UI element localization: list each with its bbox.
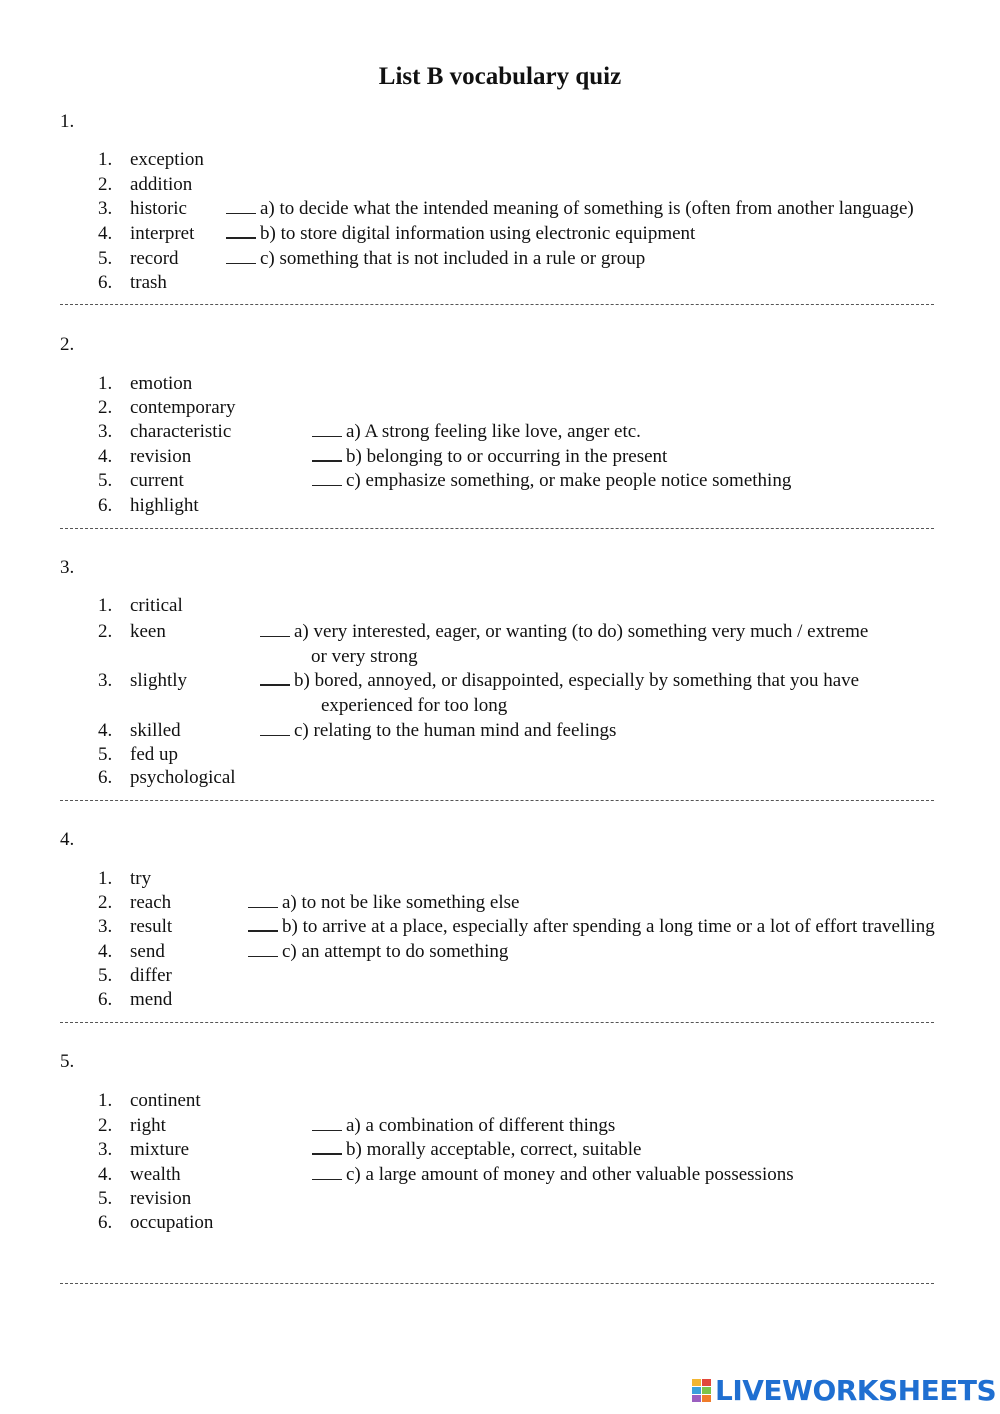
item-number: 3. (98, 670, 113, 691)
item-number: 1. (98, 373, 113, 394)
word-item: record (130, 248, 179, 269)
answer-blank[interactable] (260, 734, 290, 736)
word-item: skilled (130, 720, 181, 741)
item-number: 1. (98, 1090, 113, 1111)
item-number: 3. (98, 198, 113, 219)
answer-blank[interactable] (248, 906, 278, 908)
word-item: addition (130, 174, 193, 195)
liveworksheets-logo-icon (692, 1379, 712, 1403)
answer-blank[interactable] (226, 236, 256, 239)
item-number: 1. (98, 149, 113, 170)
word-item: keen (130, 621, 166, 642)
definition-b: b) bored, annoyed, or disappointed, especially by something that you have (260, 671, 859, 690)
item-number: 1. (98, 595, 113, 616)
word-item: right (130, 1115, 166, 1136)
section-divider (60, 1022, 934, 1023)
definition-b-continued: experienced for too long (321, 695, 508, 716)
question-number: 2. (60, 334, 75, 355)
item-number: 4. (98, 941, 113, 962)
definition-a: a) a combination of different things (312, 1116, 615, 1135)
item-number: 2. (98, 397, 113, 418)
word-item: emotion (130, 373, 193, 394)
word-item: fed up (130, 744, 179, 765)
item-number: 6. (98, 767, 113, 788)
item-number: 6. (98, 989, 113, 1010)
liveworksheets-wordmark: LIVEWORKSHEETS (715, 1374, 997, 1407)
definition-c: c) something that is not included in a rule or group (226, 249, 645, 268)
definition-a: a) very interested, eager, or wanting (to do) something very much / extreme (260, 622, 868, 641)
item-number: 3. (98, 1139, 113, 1160)
word-item: revision (130, 1188, 192, 1209)
word-item: exception (130, 149, 204, 170)
item-number: 2. (98, 621, 113, 642)
item-number: 2. (98, 174, 113, 195)
section-divider (60, 1283, 934, 1284)
item-number: 5. (98, 470, 113, 491)
item-number: 4. (98, 223, 113, 244)
definition-b: b) morally acceptable, correct, suitable (312, 1140, 641, 1159)
answer-blank[interactable] (312, 484, 342, 486)
word-item: psychological (130, 767, 236, 788)
answer-blank[interactable] (248, 929, 278, 932)
answer-blank[interactable] (312, 1152, 342, 1155)
answer-blank[interactable] (312, 459, 342, 462)
definition-b: b) belonging to or occurring in the present (312, 447, 667, 466)
word-item: characteristic (130, 421, 232, 442)
item-number: 5. (98, 744, 113, 765)
word-item: current (130, 470, 184, 491)
word-item: historic (130, 198, 187, 219)
word-item: critical (130, 595, 183, 616)
item-number: 2. (98, 892, 113, 913)
word-item: mixture (130, 1139, 190, 1160)
item-number: 4. (98, 720, 113, 741)
word-item: trash (130, 272, 167, 293)
word-item: revision (130, 446, 192, 467)
item-number: 5. (98, 965, 113, 986)
word-item: differ (130, 965, 172, 986)
item-number: 5. (98, 1188, 113, 1209)
definition-a: a) A strong feeling like love, anger etc. (312, 422, 641, 441)
word-item: result (130, 916, 173, 937)
item-number: 5. (98, 248, 113, 269)
question-number: 5. (60, 1051, 75, 1072)
answer-blank[interactable] (312, 435, 342, 437)
definition-c: c) a large amount of money and other valuable possessions (312, 1165, 794, 1184)
definition-a: a) to not be like something else (248, 893, 519, 912)
page-title: List B vocabulary quiz (378, 63, 622, 90)
question-number: 3. (60, 557, 75, 578)
definition-c: c) an attempt to do something (248, 942, 508, 961)
answer-blank[interactable] (260, 635, 290, 637)
word-item: mend (130, 989, 173, 1010)
word-item: continent (130, 1090, 201, 1111)
word-item: highlight (130, 495, 199, 516)
item-number: 6. (98, 272, 113, 293)
answer-blank[interactable] (312, 1178, 342, 1180)
word-item: interpret (130, 223, 195, 244)
section-divider (60, 528, 934, 529)
word-item: reach (130, 892, 172, 913)
word-item: try (130, 868, 152, 889)
item-number: 6. (98, 1212, 113, 1233)
definition-c: c) emphasize something, or make people notice something (312, 471, 791, 490)
definition-b: b) to arrive at a place, especially after spending a long time or a lot of effort travelling (248, 917, 935, 936)
answer-blank[interactable] (248, 955, 278, 957)
definition-b: b) to store digital information using electronic equipment (226, 224, 695, 243)
answer-blank[interactable] (260, 683, 290, 686)
word-item: send (130, 941, 165, 962)
answer-blank[interactable] (226, 262, 256, 264)
definition-a-continued: or very strong (311, 646, 418, 667)
item-number: 6. (98, 495, 113, 516)
section-divider (60, 800, 934, 801)
item-number: 4. (98, 446, 113, 467)
word-item: slightly (130, 670, 188, 691)
section-divider (60, 304, 934, 305)
definition-a: a) to decide what the intended meaning of something is (often from another language) (226, 199, 914, 218)
word-item: wealth (130, 1164, 181, 1185)
item-number: 3. (98, 421, 113, 442)
item-number: 3. (98, 916, 113, 937)
word-item: contemporary (130, 397, 236, 418)
question-number: 1. (60, 111, 75, 132)
liveworksheets-logo (692, 1376, 996, 1406)
answer-blank[interactable] (312, 1129, 342, 1131)
definition-c: c) relating to the human mind and feelings (260, 721, 616, 740)
item-number: 1. (98, 868, 113, 889)
answer-blank[interactable] (226, 212, 256, 214)
question-number: 4. (60, 829, 75, 850)
word-item: occupation (130, 1212, 214, 1233)
item-number: 2. (98, 1115, 113, 1136)
item-number: 4. (98, 1164, 113, 1185)
